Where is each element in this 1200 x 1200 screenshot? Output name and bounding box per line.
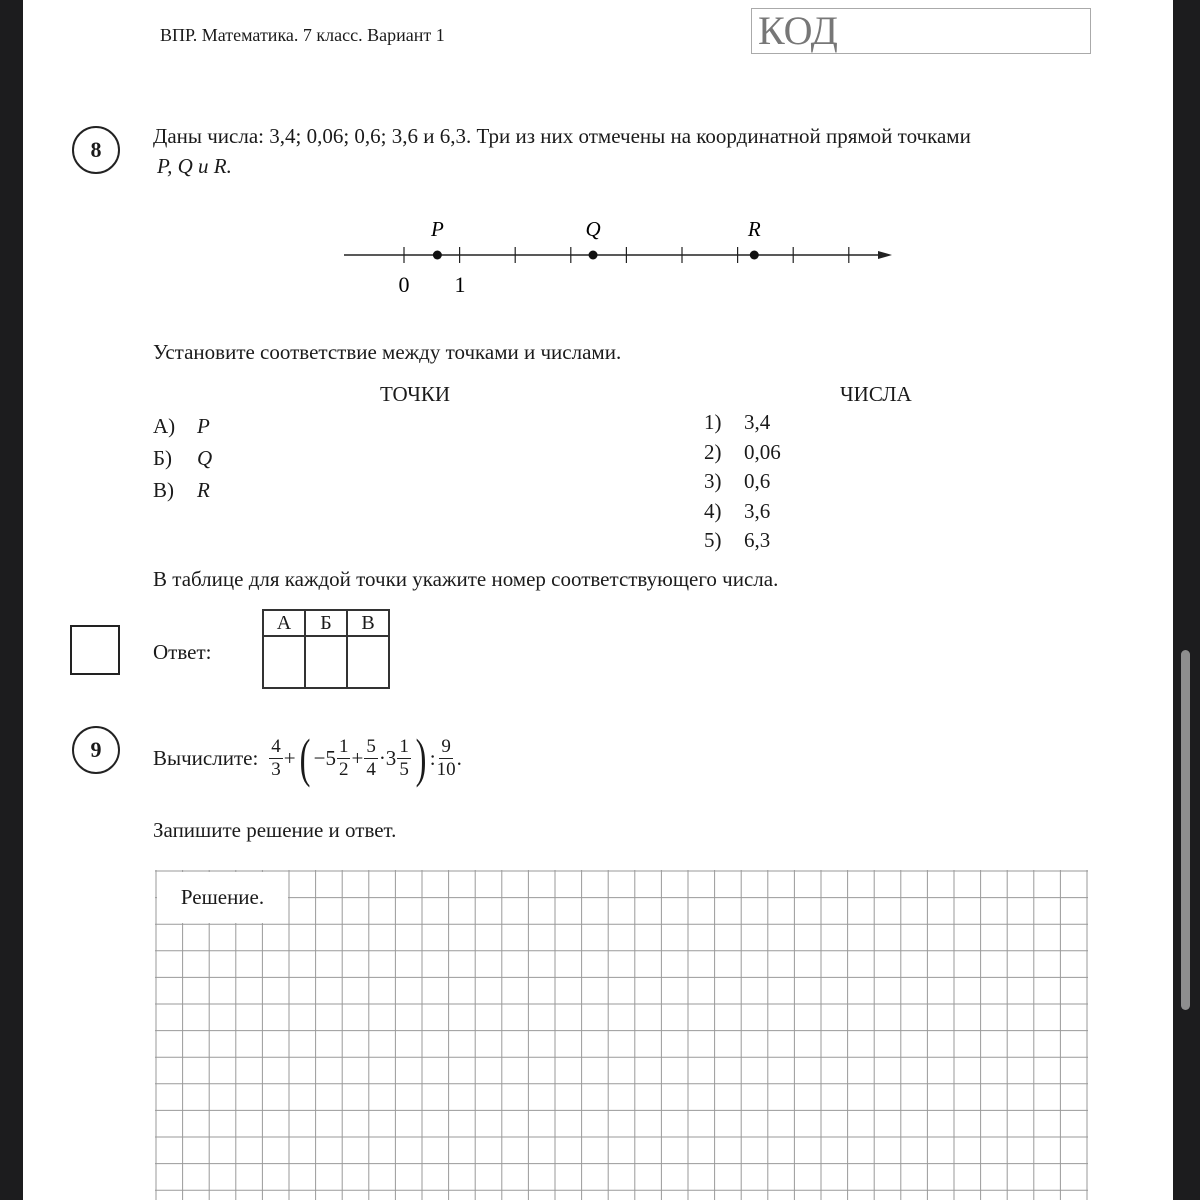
fraction: $\frac{1}{2}$ [338,735,349,780]
task8-instruction: Установите соответствие между точками и числами. [153,340,622,364]
answer-table [262,609,390,689]
answer-label: Ответ: [153,640,212,664]
tick-label-1: 1 [454,272,466,297]
points-list [153,410,212,506]
answer-cell-v[interactable] [347,636,389,688]
number-item: 5) 6,3 [704,528,771,552]
point-label: R [747,217,761,241]
task8-text-line2: P, Q и R. [157,154,232,178]
number-line [330,210,910,300]
axis-arrow [878,251,892,259]
table-instruction: В таблице для каждой точки укажите номер соответствующего числа. [153,567,779,591]
point-item: Б) Q [153,446,213,470]
code-box[interactable] [751,8,1091,54]
number-item: 2) 0,06 [704,439,781,464]
fraction: $\frac{4}{3}$ [271,735,281,780]
answer-cell-a[interactable] [263,636,305,688]
task-number-8: 8 [72,126,120,174]
score-box [70,625,120,675]
number-item: 1) 3,4 [704,410,771,434]
point-label: Q [585,217,601,241]
scrollbar-thumb[interactable] [1181,650,1190,1010]
point-item: А) P [153,414,210,438]
fraction: $\frac{5}{4}$ [366,735,376,780]
point-Q [589,251,598,260]
numbers-header: ЧИСЛА [840,382,912,406]
point-P [433,251,442,260]
answer-cell-b[interactable] [305,636,347,688]
solution-label: Решение. [157,872,288,923]
task8-text-line1: Даны числа: 3,4; 0,06; 0,6; 3,6 и 6,3. Три из них отмечены на координатной прямой точками [153,124,971,148]
number-item: 3) 0,6 [704,469,771,493]
task-number-9: 9 [72,726,120,774]
task9-label: Вычислите: [153,745,259,770]
solution-grid[interactable] [155,870,1090,1200]
header-title: ВПР. Математика. 7 класс. Вариант 1 [160,25,445,45]
fraction: $\frac{9}{10}$ [436,735,456,780]
task9-instruction: Запишите решение и ответ. [153,818,397,842]
answer-col-header: В [347,610,389,636]
points-header: ТОЧКИ [380,382,451,406]
answer-col-header: Б [305,610,347,636]
tick-label-0: 0 [398,272,410,297]
point-item: В) R [153,478,210,502]
numbers-list [704,408,781,556]
answer-col-header: А [263,610,305,636]
point-label: P [430,217,444,241]
task9-expression: Вычислите: $\frac{4}{3}$ + ( −5 $\frac{1}{2}$ + $\frac{5}{4}$ ·3 $\frac{1}{5}$ ) : $\frac{9}{10}$ . [153,728,462,788]
number-item: 4) 3,6 [704,498,771,523]
fraction: $\frac{1}{5}$ [399,735,409,780]
code-label: КОД [758,8,838,53]
point-R [750,251,759,260]
